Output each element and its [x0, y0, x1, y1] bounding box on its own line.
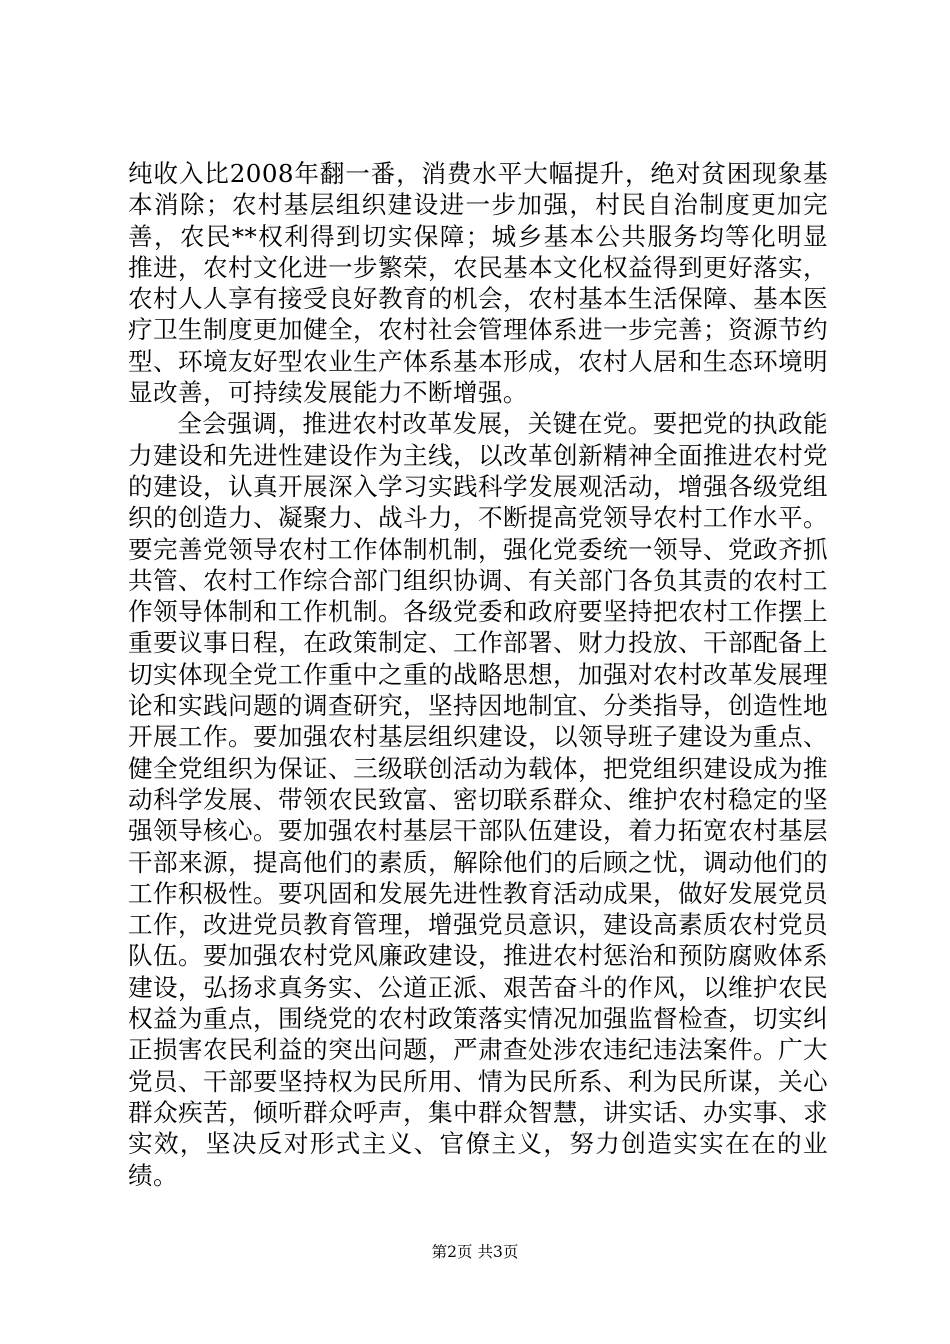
paragraph-party-building: 全会强调，推进农村改革发展，关键在党。要把党的执政能力建设和先进性建设作为主线，以改革创新精神全面推进农村党的建设，认真开展深入学习实践科学发展观活动，增强各级党组织的创造力、凝聚力、战斗力，不断提高党领导农村工作水平。要完善党领导农村工作体制机制，强化党委统一领导、党政齐抓共管、农村工作综合部门组织协调、有关部门各负其责的农村工作领导体制和工作机制。各级党委和政府要坚持把农村工作摆上重要议事日程，在政策制定、工作部署、财力投放、干部配备上切实体现全党工作重中之重的战略思想，加强对农村改革发展理论和实践问题的调查研究，坚持因地制宜、分类指导，创造性地开展工作。要加强农村基层组织建设，以领导班子建设为重点、健全党组织为保证、三级联创活动为载体，把党组织建设成为推动科学发展、带领农民致富、密切联系群众、维护农村稳定的坚强领导核心。要加强农村基层干部队伍建设，着力拓宽农村基层干部来源，提高他们的素质，解除他们的后顾之忧，调动他们的工作积极性。要巩固和发展先进性教育活动成果，做好发展党员工作，改进党员教育管理，增强党员意识，建设高素质农村党员队伍。要加强农村党风廉政建设，推进农村惩治和预防腐败体系建设，弘扬求真务实、公道正派、艰苦奋斗的作风，以维护农民权益为重点，围绕党的农村政策落实情况加强监督检查，切实纠正损害农民利益的突出问题，严肃查处涉农违纪违法案件。广大党员、干部要坚持权为民所用、情为民所系、利为民所谋，关心群众疾苦，倾听群众呼声，集中群众智慧，讲实话、办实事、求实效，坚决反对形式主义、官僚主义，努力创造实实在在的业绩。 [128, 409, 828, 1190]
page-number-footer: 第2页 共3页 [431, 1243, 519, 1261]
paragraph-continued: 纯收入比2008年翻一番，消费水平大幅提升，绝对贫困现象基本消除；农村基层组织建设进一步加强，村民自治制度更加完善，农民**权利得到切实保障；城乡基本公共服务均等化明显推进，农村文化进一步繁荣，农民基本文化权益得到更好落实，农村人人享有接受良好教育的机会，农村基本生活保障、基本医疗卫生制度更加健全，农村社会管理体系进一步完善；资源节约型、环境友好型农业生产体系基本形成，农村人居和生态环境明显改善，可持续发展能力不断增强。 [128, 159, 828, 408]
document-body [128, 158, 828, 1191]
